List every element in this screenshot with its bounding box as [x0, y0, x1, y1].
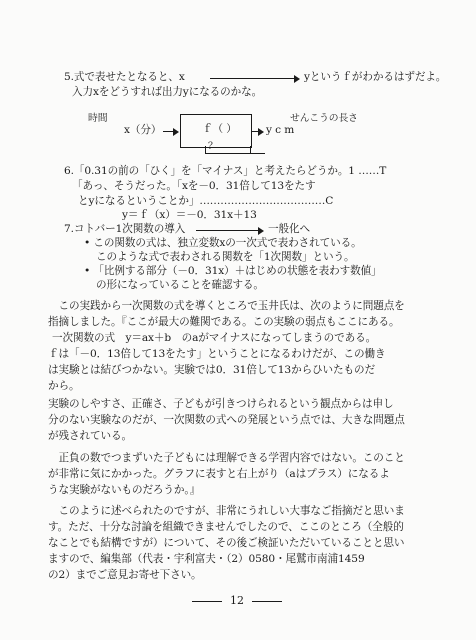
input-label: x（分）: [124, 124, 162, 136]
body-line: ｆは「－0．13倍して13をたす」ということになるわけだが、この働き: [48, 348, 386, 360]
function-label: ｆ（ ）: [202, 123, 237, 135]
right-arrow-icon: [210, 78, 298, 79]
input-arrow-icon: [163, 131, 177, 132]
body-line: この実践から一次関数の式を導くところで玉井氏は、次のように問題点を: [48, 300, 405, 312]
item6-line3: とyになるということか」………………………………C: [78, 195, 334, 207]
function-underline: [205, 153, 265, 154]
body-line: から。: [48, 380, 80, 392]
item7-bullet2-line1: • 「比例する部分（－0．31x）＋はじめの状態を表わす数値」: [84, 265, 382, 277]
body-line: なことでも結構ですが）について、その後ご検証いただいていることと思い: [48, 537, 405, 549]
body-line: ますので、編集部（代表・宇利富夫・（2）0580・尾鷲市南浦1459: [48, 553, 365, 565]
function-connector-right: [250, 146, 251, 154]
page-number-rule-left: [192, 601, 222, 602]
body-line: このように述べられたのですが、非常にうれしい大事なご指摘だと思いま: [48, 505, 405, 517]
item5-line1-end: yというｆがわかるはずだよ。: [304, 71, 447, 83]
item6-line2: 「あっ、そうだった。「xを－0．31倍して13をたす: [72, 180, 316, 192]
item7-bullet2-line2: の形になっていることを確認する。: [96, 279, 264, 291]
body-line: の2）までご意見お寄せ下さい。: [48, 569, 202, 581]
body-line: が非常に気にかかった。グラフに表すと右上がり（aはプラス）になるよ: [48, 468, 390, 480]
output-arrow-icon: [252, 131, 262, 132]
body-line: 分のない実験なのだが、一次関数の式への発展という点では、大きな問題点: [48, 414, 405, 426]
body-line: 指摘しました。『ここが最大の難関である。この実験の弱点もここにある。: [48, 316, 400, 328]
body-line: うな実験がないものだろうか。』: [48, 484, 201, 496]
diagram-length-label: せんこうの長さ: [290, 113, 358, 124]
body-line: 正負の数でつまずいた子どもには理解できる学習内容ではない。このこと: [48, 452, 405, 464]
function-connector-left: [205, 146, 206, 154]
generalize-arrow-icon: [196, 230, 262, 231]
item7-heading-start: 7.コトバー1次関数の導入: [64, 223, 186, 235]
body-line: 一次関数の式 y＝ax＋b のaがマイナスになってしまうのである。: [52, 332, 377, 344]
body-line: は実験とは結びつかない。実験では0．31倍して13からひいたものだ: [48, 364, 376, 376]
item5-line2: 入力xをどうすれば出力yになるのかな。: [72, 86, 263, 98]
item7-bullet1-line1: • この関数の式は、独立変数xの一次式で表わされている。: [84, 237, 362, 249]
page-number: 12: [230, 594, 244, 607]
page-number-rule-right: [252, 601, 282, 602]
body-line: す。ただ、十分な討論を組織できませんでしたので、ここのところ（全般的: [48, 521, 404, 533]
body-line: 実験のしやすさ、正確さ、子どもが引きつけられるという観点からは申し: [48, 398, 394, 410]
output-label: y c m: [266, 124, 295, 136]
item5-line1-start: 5.式で表せたとなると、x: [64, 71, 185, 83]
item7-heading-end: 一般化へ: [268, 223, 310, 235]
item6-equation: y＝ｆ（x）＝－0．31x＋13: [122, 209, 257, 221]
function-question-mark: ？: [208, 141, 218, 152]
item6-line1: 6.「0.31の前の「ひく」を「マイナス」と考えたらどうか。1 ……T: [64, 165, 387, 177]
item7-bullet1-line2: このような式で表わされる関数を「1次関数」という。: [96, 251, 355, 263]
body-line: が残されている。: [48, 430, 132, 442]
diagram-time-label: 時間: [88, 113, 108, 124]
